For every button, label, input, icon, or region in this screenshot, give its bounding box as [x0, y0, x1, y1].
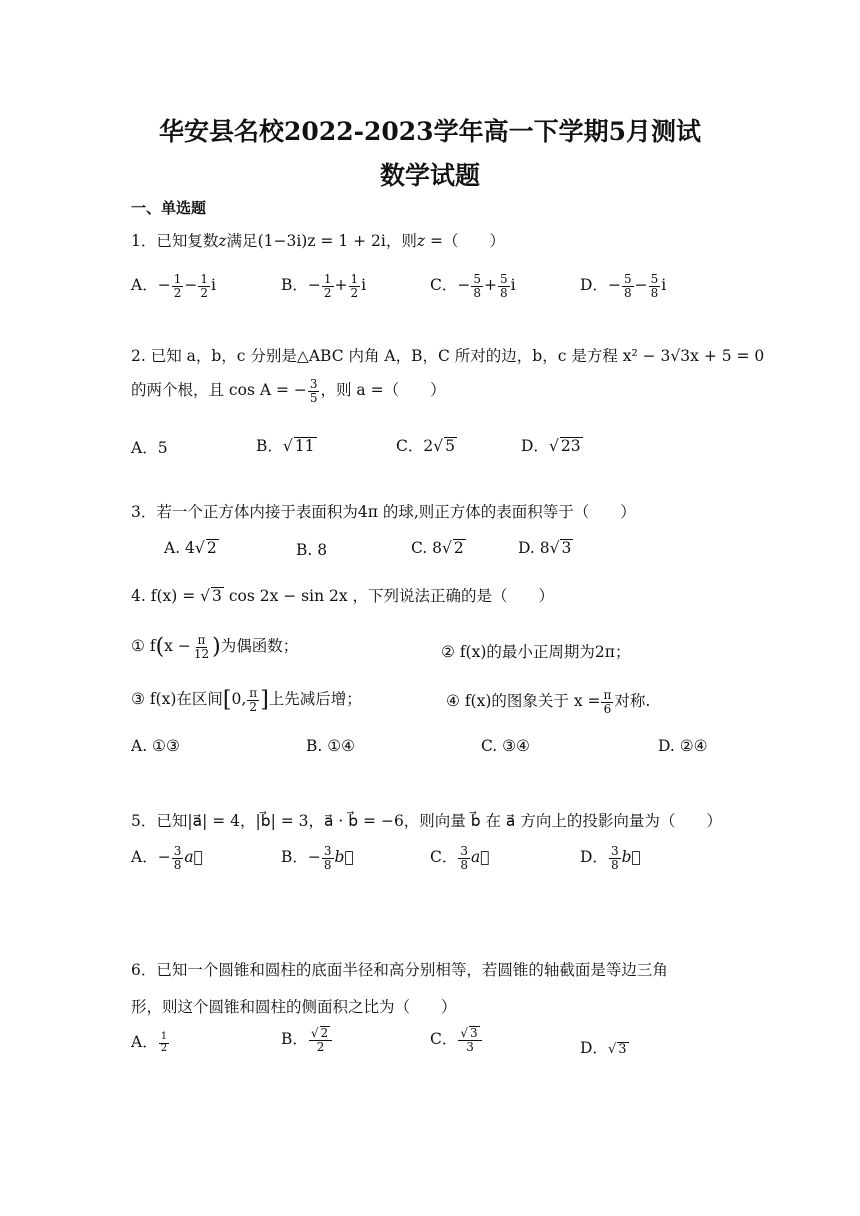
q6-option-d[interactable]: D．√ 3 — [580, 1039, 627, 1057]
q2-option-b[interactable]: B．√ 11 — [256, 437, 315, 455]
q1-option-a[interactable]: A．− $\frac{1}{2}$ − $\frac{1}{2}$ i — [131, 272, 216, 300]
q5-option-c[interactable]: C． $\frac{3}{8}$ a⃗ — [430, 844, 490, 872]
q1-option-d[interactable]: D．− $\frac{5}{8}$ − $\frac{5}{8}$ i — [580, 272, 667, 300]
q6-option-c[interactable]: C． $\frac{√ 3}{3}$ — [430, 1026, 483, 1054]
page-title: 华安县名校2022-2023学年高一下学期5月测试 — [159, 117, 701, 146]
q3-option-a[interactable]: A. 4√ 2 — [164, 539, 217, 557]
q2-option-c[interactable]: C．2√ 5 — [396, 437, 455, 455]
q6-option-b[interactable]: B． $\frac{√ 2}{2}$ — [281, 1026, 333, 1054]
question-2-line2: 的两个根，且 cos A = − $\frac{3}{5}$ ，则 a =（ ） — [131, 377, 446, 405]
q1-option-c[interactable]: C．− $\frac{5}{8}$ + $\frac{5}{8}$ i — [430, 272, 516, 300]
q4-statement-4: ④ f(x)的图象关于 x = $\frac{\pi}{6}$ 对称. — [446, 688, 651, 716]
q4-statement-1: ① f(x − $\frac{\pi}{12}$ )为偶函数； — [131, 633, 299, 661]
q6-option-a[interactable]: A． $\frac{1}{2}$ — [131, 1031, 168, 1054]
q4-option-c[interactable]: C. ③④ — [481, 737, 530, 755]
q5-option-b[interactable]: B．− $\frac{3}{8}$ b⃗ — [281, 844, 354, 872]
q3-option-c[interactable]: C. 8√ 2 — [411, 539, 464, 557]
question-5-stem: 5．已知|a⃗| = 4，|b⃗| = 3，a⃗ · b⃗ = −6，则向量 b⃗ 在 a⃗ 方向上的投影向量为（ ） — [131, 812, 722, 830]
question-6-line1: 6．已知一个圆锥和圆柱的底面半径和高分别相等，若圆锥的轴截面是等边三角 — [131, 961, 668, 979]
q1-option-b[interactable]: B．− $\frac{1}{2}$ + $\frac{1}{2}$ i — [281, 272, 367, 300]
question-4-stem: 4. f(x) = √ 3 cos 2x − sin 2x ，下列说法正确的是（ ） — [131, 587, 555, 605]
q4-statement-2: ② f(x)的最小正周期为2π； — [441, 643, 631, 661]
q2-option-a[interactable]: A．5 — [131, 439, 168, 457]
page-subtitle: 数学试题 — [379, 161, 480, 190]
q4-option-b[interactable]: B. ①④ — [306, 737, 356, 755]
q4-option-a[interactable]: A. ①③ — [131, 737, 180, 755]
q5-option-a[interactable]: A．− $\frac{3}{8}$ a⃗ — [131, 844, 203, 872]
question-1-stem: 1．已知复数z满足(1−3i)z = 1 + 2i，则z =（ ） — [131, 232, 505, 250]
section-heading: 一、单选题 — [131, 199, 207, 217]
q3-option-b[interactable]: B. 8 — [296, 541, 328, 559]
q3-option-d[interactable]: D. 8√ 3 — [518, 539, 572, 557]
q4-option-d[interactable]: D. ②④ — [658, 737, 708, 755]
q2-option-d[interactable]: D．√ 23 — [521, 437, 581, 455]
q4-statement-3: ③ f(x)在区间[0, $\frac{\pi}{2}$ ]上先减后增； — [131, 686, 362, 714]
q5-option-d[interactable]: D． $\frac{3}{8}$ b⃗ — [580, 844, 641, 872]
question-2-line1: 2. 已知 a，b，c 分别是△ABC 内角 A，B，C 所对的边，b，c 是方程 x² − 3√3x + 5 = 0 — [131, 347, 765, 365]
question-6-line2: 形，则这个圆锥和圆柱的侧面积之比为（ ） — [131, 998, 457, 1016]
question-3-stem: 3．若一个正方体内接于表面积为4π 的球,则正方体的表面积等于（ ） — [131, 503, 636, 521]
